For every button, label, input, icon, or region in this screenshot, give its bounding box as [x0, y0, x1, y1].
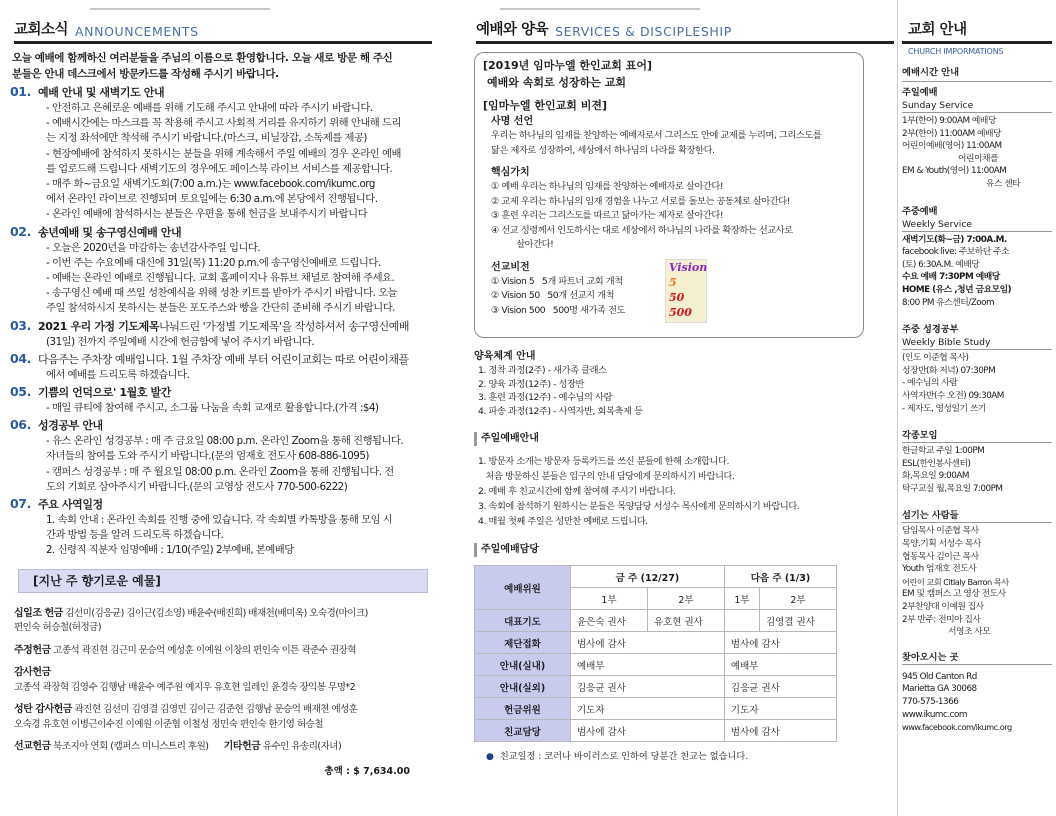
announcements-title-en: ANNOUNCEMENTS — [75, 24, 199, 39]
church-info-column — [897, 0, 1056, 816]
info-line: 수요 예배 7:30PM 예배당 — [902, 272, 1000, 283]
group-subtitle: Sunday Service — [902, 99, 1052, 113]
announcement-line: - 매주 화~금요일 새벽기도회(7:00 a.m.)는 www.facebook.com/ikumc.org — [46, 178, 375, 191]
service-sub-header: 1부 — [571, 588, 648, 610]
offering-label: 주정헌금 — [14, 644, 51, 656]
goal-line: ② Vision 50 50개 선교지 개척 — [491, 290, 615, 301]
announcement-line: 간과 방법 등을 알려 드리도록 하겠습니다. — [46, 529, 224, 542]
offering-names: 고종석 곽장혁 김영수 김행남 배윤수 예주원 예지우 유호현 일레인 윤경숙 장익봉 무명*2 — [14, 681, 356, 693]
mission-line: 우리는 하나님의 임재를 찬양하는 예배자로서 그리스도 안에 교제를 누리며, 그리스도를 — [491, 130, 822, 141]
mission-line: 닮은 제자로 성장하여, 세상에서 하나님의 나라를 확장한다. — [491, 144, 715, 156]
table-cell: 유호현 권사 — [647, 610, 724, 632]
announcement-number: 07. — [10, 496, 31, 512]
announcement-title: 송년예배 및 송구영신예배 안내 — [38, 225, 182, 239]
group-title: 찾아오시는 곳 — [902, 651, 1052, 665]
badge-text: 5 — [669, 276, 677, 289]
table-cell: 윤은숙 권사 — [571, 610, 648, 632]
church-info-subtitle: CHURCH IMPORMATIONS — [908, 47, 1004, 56]
info-line: 유스 센타 — [986, 178, 1021, 189]
guide-item: 3. 속회에 참석하기 원하시는 분들은 목양담당 서성수 목사에게 문의하시기 바랍니다. — [478, 501, 800, 512]
table-cell: 김응균 권사 — [724, 676, 836, 698]
announcement-line: 도의 기회로 삼아주시기 바랍니다.(문의 고영상 전도사 770-500-6222) — [46, 480, 348, 493]
table-cell: 김응균 권사 — [571, 676, 725, 698]
offering-names: 김선미(김응균) 김이근(김소영) 배윤수(배진희) 배재천(배미옥) 오숙경(마이크) — [65, 607, 368, 619]
services-column — [474, 0, 894, 816]
info-line: Youth 엄재호 전도사 — [902, 564, 977, 575]
announcement-line: - 안전하고 은혜로운 예배를 위해 기도해 주시고 안내에 따라 주시기 바랍니다. — [46, 102, 373, 114]
table-row — [475, 610, 837, 632]
discipleship-item: 2. 양육 과정(12주) - 성장반 — [478, 378, 585, 390]
info-line: 2부(한어) 11:00AM 예배당 — [902, 128, 1001, 139]
offering-label: 선교헌금 — [14, 741, 51, 753]
row-label: 안내(실외) — [475, 676, 571, 698]
offering-label: 성탄 감사헌금 — [14, 704, 72, 716]
announcement-number: 05. — [10, 384, 31, 400]
announcement-heading — [10, 351, 430, 368]
discipleship-list — [474, 364, 894, 418]
announcement-item — [10, 224, 430, 317]
mission-label: 사명 선언 — [491, 116, 534, 127]
info-line: 화,목요일 9:00AM — [902, 471, 969, 482]
group-subtitle: Weekly Bible Study — [902, 336, 1052, 350]
announcement-number: 04. — [10, 350, 31, 366]
announcement-title: 주요 사역일정 — [38, 498, 103, 512]
announcement-line: 주일 참석하시지 못하시는 분들은 포도주스와 빵을 간단히 준비해 주시기 바랍니다. — [46, 302, 395, 315]
announcement-line: 자녀들의 참여를 도와 주시기 바랍니다.(문의 엄재호 전도사 608-886-1095) — [46, 450, 369, 463]
table-row — [475, 632, 837, 654]
offering-title: [지난 주 향기로운 예물] — [33, 573, 161, 588]
row-label: 친교담당 — [475, 720, 571, 742]
services-title-ko: 예배와 양육 — [476, 22, 549, 38]
announcements-title-ko: 교회소식 — [14, 22, 69, 38]
announcement-item — [10, 351, 430, 383]
announcement-number: 01. — [10, 84, 31, 99]
discipleship-item: 4. 파송 과정(12주) - 사역자반, 회복축제 등 — [478, 405, 643, 417]
row-label: 제단접화 — [475, 632, 571, 654]
group-title: 주중 성경공부 — [902, 324, 959, 336]
intro-line: 오늘 예배에 함께하신 여러분들을 주님의 이름으로 환영합니다. 오늘 새로 방문 해 주신 — [12, 52, 393, 64]
announcement-title: 2021 우리 가정 기도제목 — [38, 319, 160, 333]
offering-block — [14, 644, 430, 659]
offering-block — [14, 666, 430, 695]
offering-block — [14, 740, 430, 755]
info-line: 사역자반(수 오전) 09:30AM — [902, 390, 1004, 401]
phone-number: 770-575-1366 — [902, 697, 959, 707]
announcement-line: - 오늘은 2020년을 마감하는 송년감사주일 입니다. — [46, 241, 261, 254]
table-cell: 예배부 — [724, 654, 836, 676]
info-line: 8:00 PM 유스센터/Zoom — [902, 297, 995, 308]
this-week-header: 금 주 (12/27) — [571, 566, 725, 588]
info-line: 담임목사 이준협 목사 — [902, 526, 979, 537]
info-line: 어린이예배(영어) 11:00AM — [902, 141, 1002, 152]
announcement-item — [10, 417, 430, 495]
announcement-number: 03. — [10, 317, 31, 333]
announcements-column — [0, 0, 440, 816]
announcement-line: - 유스 온라인 성경공부 : 매 주 금요일 08:00 p.m. 온라인 Zoom을 통해 진행됩니다. — [46, 435, 404, 448]
table-cell: 기도자 — [724, 698, 836, 720]
vision-box — [474, 52, 864, 338]
info-line: 성장반(화 저녁) 07:30PM — [902, 365, 996, 376]
guide-item: 처음 방문하신 분들은 입구의 안내 담당에게 문의하시기 바랍니다. — [478, 471, 735, 482]
table-corner: 예배위원 — [475, 566, 571, 610]
announcement-line: 는 지정 좌석에만 착석해 주시기 바랍니다.(마스크, 비닐장갑, 소독제를 제공) — [46, 132, 367, 145]
info-line: facebook live: 주보하단 주소 — [902, 247, 1010, 258]
info-line: EM & Youth(영어) 11:00AM — [902, 166, 1007, 177]
announcement-item — [10, 496, 430, 559]
announcement-item — [10, 84, 430, 223]
announcement-line: 에서 온라인 라이브로 진행되며 토요일에는 6:30 a.m.에 본당에서 진행됩니다. — [46, 193, 378, 206]
guide-title: 주일예배안내 — [474, 432, 894, 446]
announcement-line: 1. 속회 안내 : 온라인 속회를 진행 중에 있습니다. 각 속회별 카톡방을 통해 모임 시 — [46, 514, 393, 527]
info-line: 새벽기도(화~금) 7:00A.M. — [902, 234, 1007, 245]
vision-badge-image — [665, 259, 707, 323]
table-cell — [724, 610, 759, 632]
announcement-line: - 온라인 예배에 참석하시는 분들은 우편을 통해 헌금을 보내주시기 바랍니다 — [46, 208, 368, 221]
info-line: 한글학교 주일 1:00PM — [902, 446, 985, 457]
badge-text: 500 — [669, 306, 692, 319]
offering-names: 편인숙 허승철(허정금) — [14, 622, 102, 634]
duty-title: 주일예배담당 — [474, 543, 894, 557]
service-sub-header: 2부 — [760, 588, 837, 610]
announcements-header — [14, 0, 432, 44]
offering-names: 곽진현 김선미 김영결 김영민 김이근 김준현 김행남 문승억 배재천 예성훈 — [74, 704, 358, 716]
info-line: 어린이 교회 Citlaly Barron 목사 — [902, 576, 1009, 587]
motto: 예배와 속회로 성장하는 교회 — [487, 76, 626, 89]
goal-line: ③ Vision 500 500명 새가족 전도 — [491, 304, 626, 316]
announcement-line: (31일) 전까지 주일예배 시간에 헌금함에 넣어 주시기 바랍니다. — [46, 335, 315, 348]
table-row — [475, 676, 837, 698]
announcement-heading — [10, 318, 430, 335]
fellowship-note — [474, 748, 894, 762]
note-text: 친교일정 : 코러나 바이러스로 인하여 당분간 친교는 없습니다. — [499, 751, 749, 762]
announcement-line: - 예배는 온라인 예배로 진행됩니다. 교회 홈페이지나 유튜브 채널로 참여해 주세요. — [46, 272, 395, 285]
table-row — [475, 654, 837, 676]
info-line: 서영조 사모 — [948, 627, 991, 638]
announcement-line: - 송구영신 예배 때 쓰일 성찬예식을 위해 성찬 키트를 받아가 주시기 바랍니다. 오늘 — [46, 287, 398, 300]
info-line: 목양.기획 서성수 목사 — [902, 539, 981, 550]
discipleship-item: 1. 정착 과정(2주) - 새가족 클래스 — [478, 365, 607, 376]
offering-names: 고종석 곽진현 김근미 문승억 예성훈 이예원 이창의 편인숙 이튼 곽준수 권장혁 — [53, 644, 357, 656]
table-cell: 김영결 권사 — [760, 610, 837, 632]
guide-item: 4. 매월 첫째 주일은 성만찬 예배로 드립니다. — [478, 516, 648, 527]
discipleship-title: 양육체계 안내 — [474, 351, 536, 362]
value-line: ② 교제 우리는 하나님의 임재 경험을 나누고 서로를 돌보는 공동체로 살아간다! — [491, 195, 791, 207]
value-line: ④ 선교 성령께서 인도하시는 대로 세상에서 하나님의 나라를 확장하는 선교사로 — [491, 224, 793, 236]
offering-title-box — [18, 569, 428, 593]
row-label: 헌금위원 — [475, 698, 571, 720]
info-line: 1부(한어) 9:00AM 예배당 — [902, 116, 996, 126]
offering-total: 총액 : $ 7,634.00 — [324, 765, 410, 777]
address-line: Marietta GA 30068 — [902, 684, 977, 695]
announcement-heading — [10, 224, 430, 241]
service-sub-header: 1부 — [724, 588, 759, 610]
announcement-line: - 캠퍼스 성경공부 : 매 주 월요일 08:00 p.m. 온라인 Zoom을 통해 진행됩니다. 전 — [46, 465, 394, 478]
announcement-line: - 이번 주는 수요예배 대신에 31일(목) 11:20 p.m.에 송구영신예배로 드립니다. — [46, 256, 381, 269]
info-line: 2부 반주: 전미아 집사 — [902, 614, 981, 625]
value-line: ③ 훈련 우리는 그리스도를 따르고 닮아가는 제자로 살아간다! — [491, 210, 724, 221]
weekly-service — [902, 205, 1052, 310]
info-line: 탁구교실 월,목요일 7:00PM — [902, 483, 1003, 494]
address-line: 945 Old Canton Rd — [902, 671, 977, 682]
announcement-heading — [10, 417, 430, 434]
group-title: 섬기는 사람들 — [902, 509, 1052, 523]
group-title: 각종모임 — [902, 429, 1052, 443]
offering-label: 감사헌금 — [14, 667, 51, 679]
goal-line: ① Vision 5 5개 파트너 교회 개척 — [491, 275, 623, 287]
groups — [902, 429, 1052, 495]
church-info-header — [902, 0, 1052, 44]
welcome-intro — [12, 50, 430, 82]
badge-text: Vision — [669, 261, 708, 274]
offering-block — [14, 703, 430, 732]
info-line: HOME (유스 ,청년 금요모임) — [902, 284, 1012, 295]
announcement-title: 예배 안내 및 새벽기도 안내 — [38, 86, 165, 99]
next-week-header: 다음 주 (1/3) — [724, 566, 836, 588]
offering-names: 북조지아 연회 (캠퍼스 미니스트리 후원) — [53, 741, 209, 753]
website-link[interactable]: www.ikumc.com — [902, 709, 967, 720]
vision-title: [임마누엘 한인교회 비젼] — [483, 99, 607, 112]
table-row — [475, 698, 837, 720]
facebook-link[interactable]: www.facebook.com/ikumc.org — [902, 722, 1012, 733]
info-line: (인도 이준협 목사) — [902, 353, 969, 364]
announcement-heading — [10, 496, 430, 513]
announcement-heading — [10, 384, 430, 401]
row-label: 대표기도 — [475, 610, 571, 632]
values-label: 핵심가치 — [491, 167, 530, 178]
table-cell: 예배부 — [571, 654, 725, 676]
offering-label: 기타헌금 — [223, 741, 261, 753]
address — [902, 651, 1052, 734]
duty-table — [474, 565, 837, 742]
announcement-title: 기쁨의 언덕으로' 1월호 발간 — [38, 386, 171, 400]
info-line: 어린이채플 — [958, 153, 998, 164]
info-line: ESL(한인봉사센터) — [902, 458, 971, 469]
guide-item: 2. 예배 후 친교시간에 함께 참여해 주시기 바랍니다. — [478, 486, 676, 497]
announcement-line: - 현장예배에 참석하지 못하시는 분들을 위해 계속해서 주일 예배의 경우 온라인 예배 — [46, 147, 401, 160]
announcement-line: - 매일 큐티에 참여해 주시고, 소그룹 나눔을 속회 교재로 활용합니다.(가격 :$4) — [46, 402, 379, 415]
table-row — [475, 720, 837, 742]
church-info-title: 교회 안내 — [908, 22, 967, 38]
info-line: (토) 6:30A.M. 예배당 — [902, 259, 980, 270]
motto-title: [2019년 임마누엘 한인교회 표어] — [483, 59, 653, 72]
group-subtitle: Weekly Service — [902, 218, 1052, 232]
church-info-body — [902, 66, 1052, 734]
announcement-item — [10, 384, 430, 416]
services-header — [476, 0, 894, 44]
announcement-line: 2. 신령직 직분자 임명예배 : 1/10(주일) 2부예배, 본예배당 — [46, 544, 294, 557]
staff — [902, 509, 1052, 638]
table-cell: 범사에 감사 — [724, 632, 836, 654]
info-line: - 예수님의 사람 — [902, 378, 958, 389]
table-row — [475, 566, 837, 588]
guide-item: 1. 방문자 소개는 방문자 등록카드를 쓰신 분들에 한해 소개합니다. — [478, 456, 730, 467]
offering-names: 유수인 유송리(자녀) — [262, 741, 342, 753]
guide-list — [474, 454, 894, 529]
offering-label: 십일조 헌금 — [14, 607, 63, 619]
goals-label: 선교비전 — [491, 261, 530, 273]
info-line: - 제자도, 영성일기 쓰기 — [902, 403, 986, 414]
row-label: 안내(실내) — [475, 654, 571, 676]
offering-list — [14, 607, 430, 755]
value-line: 살아간다! — [491, 239, 554, 250]
announcement-number: 02. — [10, 223, 31, 239]
table-cell: 범사에 감사 — [724, 720, 836, 742]
group-title: 주중예배 — [902, 205, 938, 217]
sunday-service — [902, 86, 1052, 191]
weekly-bible-study — [902, 323, 1052, 415]
announcement-line: - 예배시간에는 마스크를 꼭 착용해 주시고 사회적 거리를 유지하기 위해 안내해 드리 — [46, 117, 401, 130]
announcement-title-rest: 나눠드린 '가정별 기도제목'을 작성하셔서 송구영신예배 — [159, 319, 410, 333]
services-title-en: SERVICES & DISCIPLESHIP — [555, 24, 732, 39]
announcement-item — [10, 318, 430, 350]
table-cell: 기도자 — [571, 698, 725, 720]
service-sub-header: 2부 — [647, 588, 724, 610]
announcement-list — [10, 84, 430, 559]
offering-names: 오숙경 유호현 이병근이수진 이예원 이준협 이철성 정민숙 편인숙 한기영 허승철 — [14, 718, 324, 730]
worship-times-title: 예배시간 안내 — [902, 66, 1052, 82]
badge-text: 50 — [669, 291, 685, 304]
intro-line: 분들은 안내 데스크에서 방문카드를 작성해 주시기 바랍니다. — [12, 68, 279, 80]
announcement-title: 성경공부 안내 — [38, 419, 103, 433]
announcement-number: 06. — [10, 417, 31, 433]
group-title: 주일예배 — [902, 87, 938, 98]
info-line: 협동목사 김이근 목사 — [902, 551, 979, 562]
announcement-line: 에서 예배를 드리도록 하겠습니다. — [46, 368, 190, 381]
table-cell: 범사에 감사 — [571, 632, 725, 654]
info-line: 2부찬양대 이예원 집사 — [902, 602, 984, 613]
table-cell: 범사에 감사 — [571, 720, 725, 742]
announcement-line: 를 업로드해 드립니다 새벽기도의 경우에도 페이스북 라이브 서비스를 제공합니다. — [46, 162, 393, 175]
offering-block — [14, 607, 430, 636]
announcement-title-rest: 다음주는 주차장 예배입니다. 1월 주차장 예배 부터 어린이교회는 따로 어린이채플 — [38, 352, 409, 366]
discipleship-item: 3. 훈련 과정(12주) - 예수님의 사람 — [478, 392, 612, 403]
info-line: EM 및 캠퍼스 고 영상 전도사 — [902, 589, 1006, 600]
bullet-icon: ● — [486, 752, 494, 762]
value-line: ① 예배 우리는 하나님의 임재를 찬양하는 예배자로 살아간다! — [491, 181, 724, 192]
announcement-heading — [10, 84, 430, 101]
